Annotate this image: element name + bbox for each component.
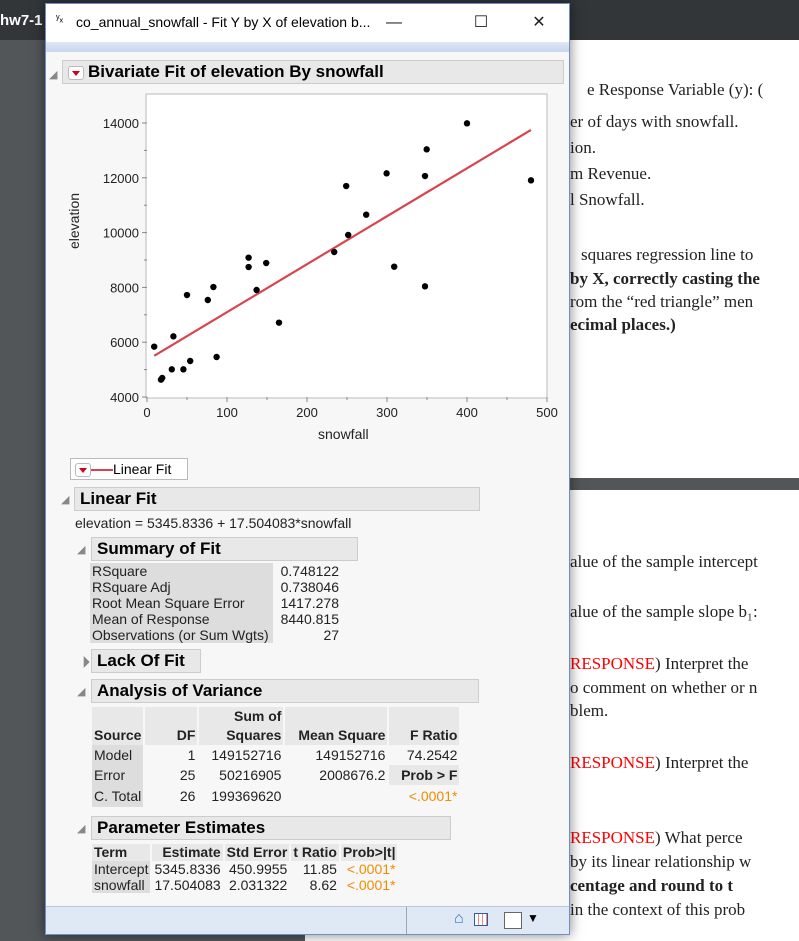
collapse-triangle-icon[interactable]: ◢ — [77, 544, 86, 556]
legend-label: Linear Fit — [113, 461, 172, 477]
blank-box-icon[interactable] — [504, 912, 522, 929]
doc-line: ecimal places.) — [570, 315, 676, 334]
plot-frame — [146, 94, 547, 398]
doc-line: l Snowfall. — [570, 190, 645, 209]
expand-triangle-icon[interactable]: ◢ — [76, 654, 91, 670]
summary-label: Root Mean Square Error — [90, 595, 273, 611]
linear-fit-legend[interactable] — [70, 458, 188, 480]
table-row — [92, 785, 459, 807]
data-point — [528, 177, 534, 183]
anova-title: Analysis of Variance — [97, 681, 263, 700]
summary-value: 8440.815 — [280, 611, 340, 627]
cell: 199369620 — [211, 788, 282, 804]
cell: 17.504083 — [154, 877, 221, 893]
fit-y-by-x-icon: ʸₓ — [56, 13, 64, 25]
background-tab-label[interactable]: hw7-1 — [0, 12, 43, 29]
data-point — [213, 354, 219, 360]
table-row — [92, 765, 459, 785]
cell: 11.85 — [302, 861, 337, 877]
doc-line: alue of the sample slope b₁: — [570, 602, 758, 621]
data-point — [263, 260, 269, 266]
summary-value: 0.748122 — [280, 563, 340, 579]
data-point — [343, 183, 349, 189]
data-point — [169, 366, 175, 372]
linear-fit-title: Linear Fit — [80, 489, 157, 508]
y-tick-label: 4000 — [110, 390, 139, 405]
fit-equation: elevation = 5345.8336 + 17.504083*snowfall — [75, 515, 352, 531]
cell: 2008676.2 — [319, 767, 386, 783]
collapse-triangle-icon[interactable]: ◢ — [61, 494, 70, 506]
doc-line: ) Interpret the — [655, 753, 749, 772]
table-row — [92, 877, 397, 893]
summary-value: 0.738046 — [280, 579, 340, 595]
cell: 74.2542 — [406, 747, 458, 763]
data-point — [363, 211, 369, 217]
col-header: DF — [145, 707, 197, 745]
cell: 50216905 — [219, 767, 282, 783]
minimize-button[interactable]: — — [386, 14, 402, 31]
data-point — [210, 284, 216, 290]
x-axis-label: snowfall — [318, 426, 369, 442]
doc-line: alue of the sample intercept — [570, 552, 758, 571]
summary-label: Mean of Response — [90, 611, 273, 627]
summary-label: RSquare Adj — [90, 579, 273, 595]
data-point — [253, 287, 259, 293]
col-header: Mean Square — [285, 707, 387, 745]
col-header: Estimate — [152, 844, 222, 861]
dropdown-icon[interactable]: ▼ — [527, 911, 539, 925]
doc-line: ) What perce — [655, 828, 743, 847]
table-row — [92, 861, 397, 877]
doc-line: m Revenue. — [570, 164, 652, 183]
cell: C. Total — [92, 785, 143, 807]
params-title: Parameter Estimates — [97, 818, 266, 837]
summary-table — [90, 563, 341, 643]
table-row — [92, 745, 459, 765]
doc-line: o comment on whether or n — [570, 678, 758, 697]
cell: 149152716 — [211, 747, 282, 763]
close-button[interactable]: ✕ — [532, 14, 546, 31]
data-point — [180, 366, 186, 372]
x-tick-label: 400 — [456, 405, 478, 420]
scatter-plot — [46, 4, 571, 444]
doc-line: by X, correctly casting the — [570, 269, 760, 288]
prob-f-value: <.0001* — [408, 788, 458, 804]
summary-label: Observations (or Sum Wgts) — [90, 627, 273, 643]
data-point — [423, 146, 429, 152]
collapse-triangle-icon[interactable]: ◢ — [77, 686, 86, 698]
home-icon[interactable]: ⌂ — [454, 910, 464, 927]
lack-of-fit-header[interactable] — [91, 649, 201, 673]
col-header: F Ratio — [389, 707, 459, 745]
doc-line: rom the “red triangle” men — [570, 292, 754, 311]
collapse-triangle-icon[interactable]: ◢ — [49, 69, 58, 81]
x-tick-label: 500 — [536, 405, 558, 420]
x-tick-label: 300 — [376, 405, 398, 420]
doc-line: blem. — [570, 701, 609, 720]
y-tick-label: 12000 — [102, 170, 139, 186]
data-point — [276, 319, 282, 325]
doc-line: squares regression line to — [581, 245, 754, 264]
red-triangle-menu-icon[interactable] — [75, 463, 91, 477]
lack-of-fit-title: Lack Of Fit — [97, 651, 185, 670]
parameter-estimates-header[interactable] — [91, 816, 451, 840]
maximize-button[interactable]: ☐ — [473, 14, 489, 31]
data-point — [187, 358, 193, 364]
data-point — [159, 375, 165, 381]
doc-line: ion. — [570, 138, 596, 157]
doc-red: RESPONSE — [570, 654, 656, 673]
summary-label: RSquare — [90, 563, 273, 579]
table-row — [90, 611, 341, 627]
cell: 2.031322 — [228, 877, 288, 893]
cell: 1 — [187, 747, 196, 763]
prob-f-label: Prob > F — [389, 765, 459, 785]
jmp-report-window — [45, 3, 570, 935]
x-tick-label: 200 — [296, 405, 318, 420]
linear-fit-header[interactable] — [74, 487, 480, 511]
doc-line: e Response Variable (y): ( — [587, 80, 764, 99]
col-header: Term — [92, 844, 150, 861]
data-point — [245, 254, 251, 260]
doc-line: er of days with snowfall. — [570, 112, 739, 131]
data-point — [184, 292, 190, 298]
cell: 26 — [179, 788, 196, 804]
col-header: Source — [92, 707, 143, 745]
y-tick-label: 8000 — [110, 280, 139, 296]
table-row — [90, 579, 341, 595]
cell: snowfall — [92, 877, 150, 893]
x-tick-label: 0 — [143, 405, 151, 420]
data-point — [170, 333, 176, 339]
cell: <.0001* — [346, 861, 396, 877]
divider — [406, 907, 407, 934]
anova-table — [90, 707, 461, 807]
cell: Error — [92, 765, 143, 785]
data-point — [391, 263, 397, 269]
summary-of-fit-header[interactable] — [91, 537, 358, 561]
parameter-table — [90, 844, 399, 893]
data-point — [205, 297, 211, 303]
cell: 450.9955 — [228, 861, 288, 877]
cell: 5345.8336 — [154, 861, 221, 877]
anova-header[interactable] — [91, 679, 479, 703]
col-header: Sum of Squares — [199, 707, 283, 745]
fit-line-swatch — [91, 469, 113, 471]
col-header: Std Error — [226, 844, 288, 860]
data-point — [422, 173, 428, 179]
col-header: t Ratio — [293, 844, 337, 860]
cell: 8.62 — [309, 877, 337, 893]
summary-value: 1417.278 — [280, 595, 340, 611]
y-tick-label: 14000 — [102, 116, 139, 131]
table-row — [90, 563, 341, 579]
cell: Model — [92, 745, 143, 765]
table-row — [90, 595, 341, 611]
data-point — [383, 170, 389, 176]
col-header: Prob>|t| — [342, 844, 396, 860]
x-tick-label: 100 — [216, 405, 238, 420]
window-title: co_annual_snowfall - Fit Y by X of elevation b... — [76, 14, 371, 30]
summary-title: Summary of Fit — [97, 539, 221, 558]
data-point — [331, 249, 337, 255]
data-table-icon[interactable] — [474, 913, 488, 926]
data-point — [245, 264, 251, 270]
status-bar — [46, 906, 569, 934]
doc-line: centage and round to t — [570, 876, 734, 895]
cell: 25 — [179, 767, 196, 783]
cell: 149152716 — [315, 747, 386, 763]
data-point — [464, 120, 470, 126]
data-point — [345, 232, 351, 238]
y-tick-label: 6000 — [110, 335, 139, 351]
cell: Intercept — [94, 861, 149, 877]
doc-line: ) Interpret the — [655, 654, 749, 673]
doc-line: in the context of this prob — [570, 900, 746, 919]
bivariate-title: Bivariate Fit of elevation By snowfall — [88, 62, 384, 81]
data-point — [151, 343, 157, 349]
doc-red: RESPONSE — [570, 828, 656, 847]
table-row — [90, 627, 341, 643]
doc-line: by its linear relationship w — [570, 852, 752, 871]
y-axis-label: elevation — [66, 192, 82, 249]
cell: <.0001* — [346, 877, 396, 893]
doc-red: RESPONSE — [570, 753, 656, 772]
y-tick-label: 10000 — [102, 225, 139, 241]
summary-value: 27 — [323, 627, 340, 643]
data-point — [422, 283, 428, 289]
collapse-triangle-icon[interactable]: ◢ — [77, 823, 86, 835]
